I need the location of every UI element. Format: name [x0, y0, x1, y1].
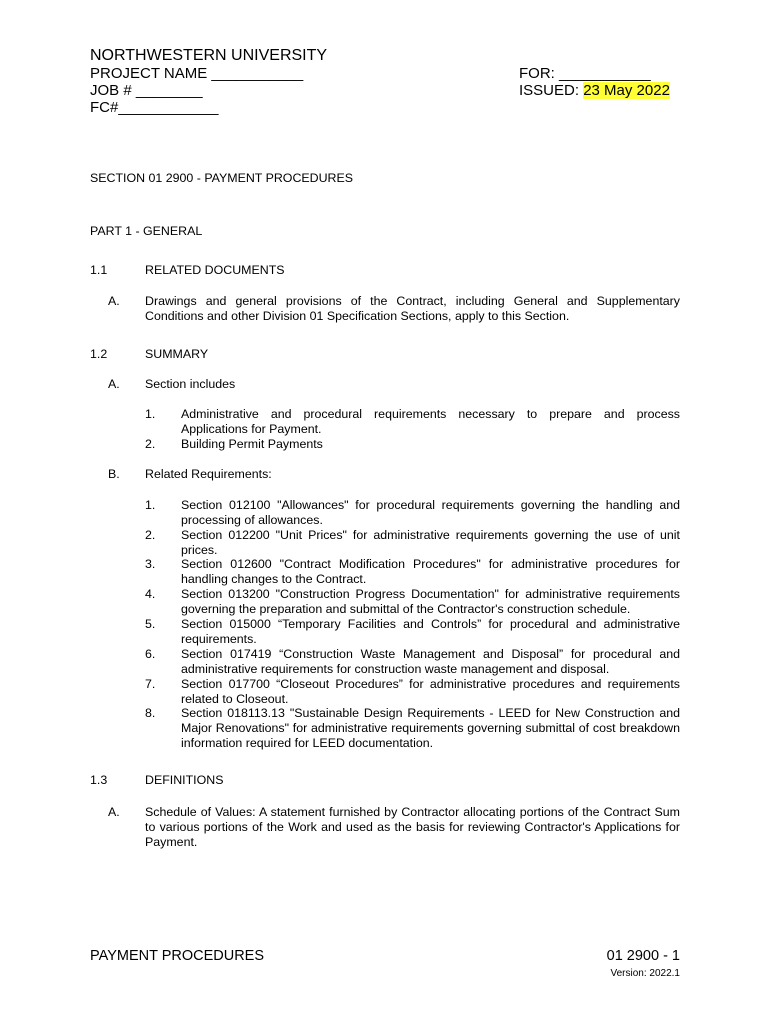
- issued-date: 23 May 2022: [583, 82, 670, 99]
- issued-field: [519, 82, 670, 99]
- article-title: SUMMARY: [145, 347, 209, 361]
- list-item-number: 1.: [145, 498, 156, 512]
- footer-version: Version: 2022.1: [610, 968, 680, 979]
- paragraph-text: Related Requirements:: [145, 467, 272, 481]
- section-title: SECTION 01 2900 - PAYMENT PROCEDURES: [90, 171, 354, 185]
- article-title: RELATED DOCUMENTS: [145, 263, 285, 277]
- university-name: NORTHWESTERN UNIVERSITY: [90, 47, 328, 64]
- list-item-text: Building Permit Payments: [181, 437, 323, 451]
- list-item-text: Administrative and procedural requirements necessary to prepare and process Applications for Payment.: [181, 407, 680, 436]
- article-number: 1.2: [90, 347, 108, 361]
- for-field: FOR: ___________: [519, 65, 651, 82]
- article-title: DEFINITIONS: [145, 773, 224, 787]
- issued-label: ISSUED:: [519, 82, 584, 99]
- list-item-number: 1.: [145, 407, 156, 421]
- list-item-number: 2.: [145, 528, 156, 542]
- paragraph-letter: A.: [108, 377, 120, 391]
- list-item-text: Section 017419 “Construction Waste Management and Disposal” for procedural and administrative requirements for construction waste management and disposal.: [181, 647, 680, 676]
- project-name: PROJECT NAME ___________: [90, 65, 304, 82]
- paragraph-letter: A.: [108, 805, 120, 819]
- list-item-number: 2.: [145, 437, 156, 451]
- list-item-text: Section 012600 "Contract Modification Procedures" for administrative procedures for handling changes to the Contract.: [181, 557, 680, 586]
- fc-number: FC#____________: [90, 99, 219, 116]
- list-item-number: 6.: [145, 647, 156, 661]
- list-item-number: 3.: [145, 557, 156, 571]
- footer-title: PAYMENT PROCEDURES: [90, 948, 265, 964]
- list-item-text: Section 012200 "Unit Prices" for administrative requirements governing the use of unit prices.: [181, 528, 680, 557]
- part-heading: PART 1 - GENERAL: [90, 224, 203, 238]
- list-item-text: Section 013200 "Construction Progress Documentation" for administrative requirements governing the preparation and submittal of the Contractor's construction schedule.: [181, 587, 680, 616]
- footer-page-number: 01 2900 - 1: [606, 948, 680, 964]
- list-item-text: Section 018113.13 "Sustainable Design Requirements - LEED for New Construction and Major Renovations" for administrative requirements governing submittal of cost breakdown information required for LEED documentation.: [181, 706, 680, 750]
- paragraph-text: Schedule of Values: A statement furnished by Contractor allocating portions of the Contract Sum to various portions of the Work and used as the basis for reviewing Contractor's Applications for Payment.: [145, 805, 680, 849]
- article-number: 1.1: [90, 263, 108, 277]
- list-item-text: Section 017700 “Closeout Procedures” for administrative procedures and requirements related to Closeout.: [181, 677, 680, 706]
- job-number: JOB # ________: [90, 82, 203, 99]
- list-item-number: 4.: [145, 587, 156, 601]
- paragraph-text: Section includes: [145, 377, 236, 391]
- article-number: 1.3: [90, 773, 108, 787]
- list-item-text: Section 012100 "Allowances" for procedural requirements governing the handling and processing of allowances.: [181, 498, 680, 527]
- paragraph-text: Drawings and general provisions of the Contract, including General and Supplementary Conditions and other Division 01 Specification Sections, apply to this Section.: [145, 294, 680, 323]
- paragraph-letter: B.: [108, 467, 120, 481]
- list-item-number: 7.: [145, 677, 156, 691]
- paragraph-letter: A.: [108, 294, 120, 308]
- list-item-number: 8.: [145, 706, 156, 720]
- list-item-number: 5.: [145, 617, 156, 631]
- list-item-text: Section 015000 “Temporary Facilities and Controls” for procedural and administrative requirements.: [181, 617, 680, 646]
